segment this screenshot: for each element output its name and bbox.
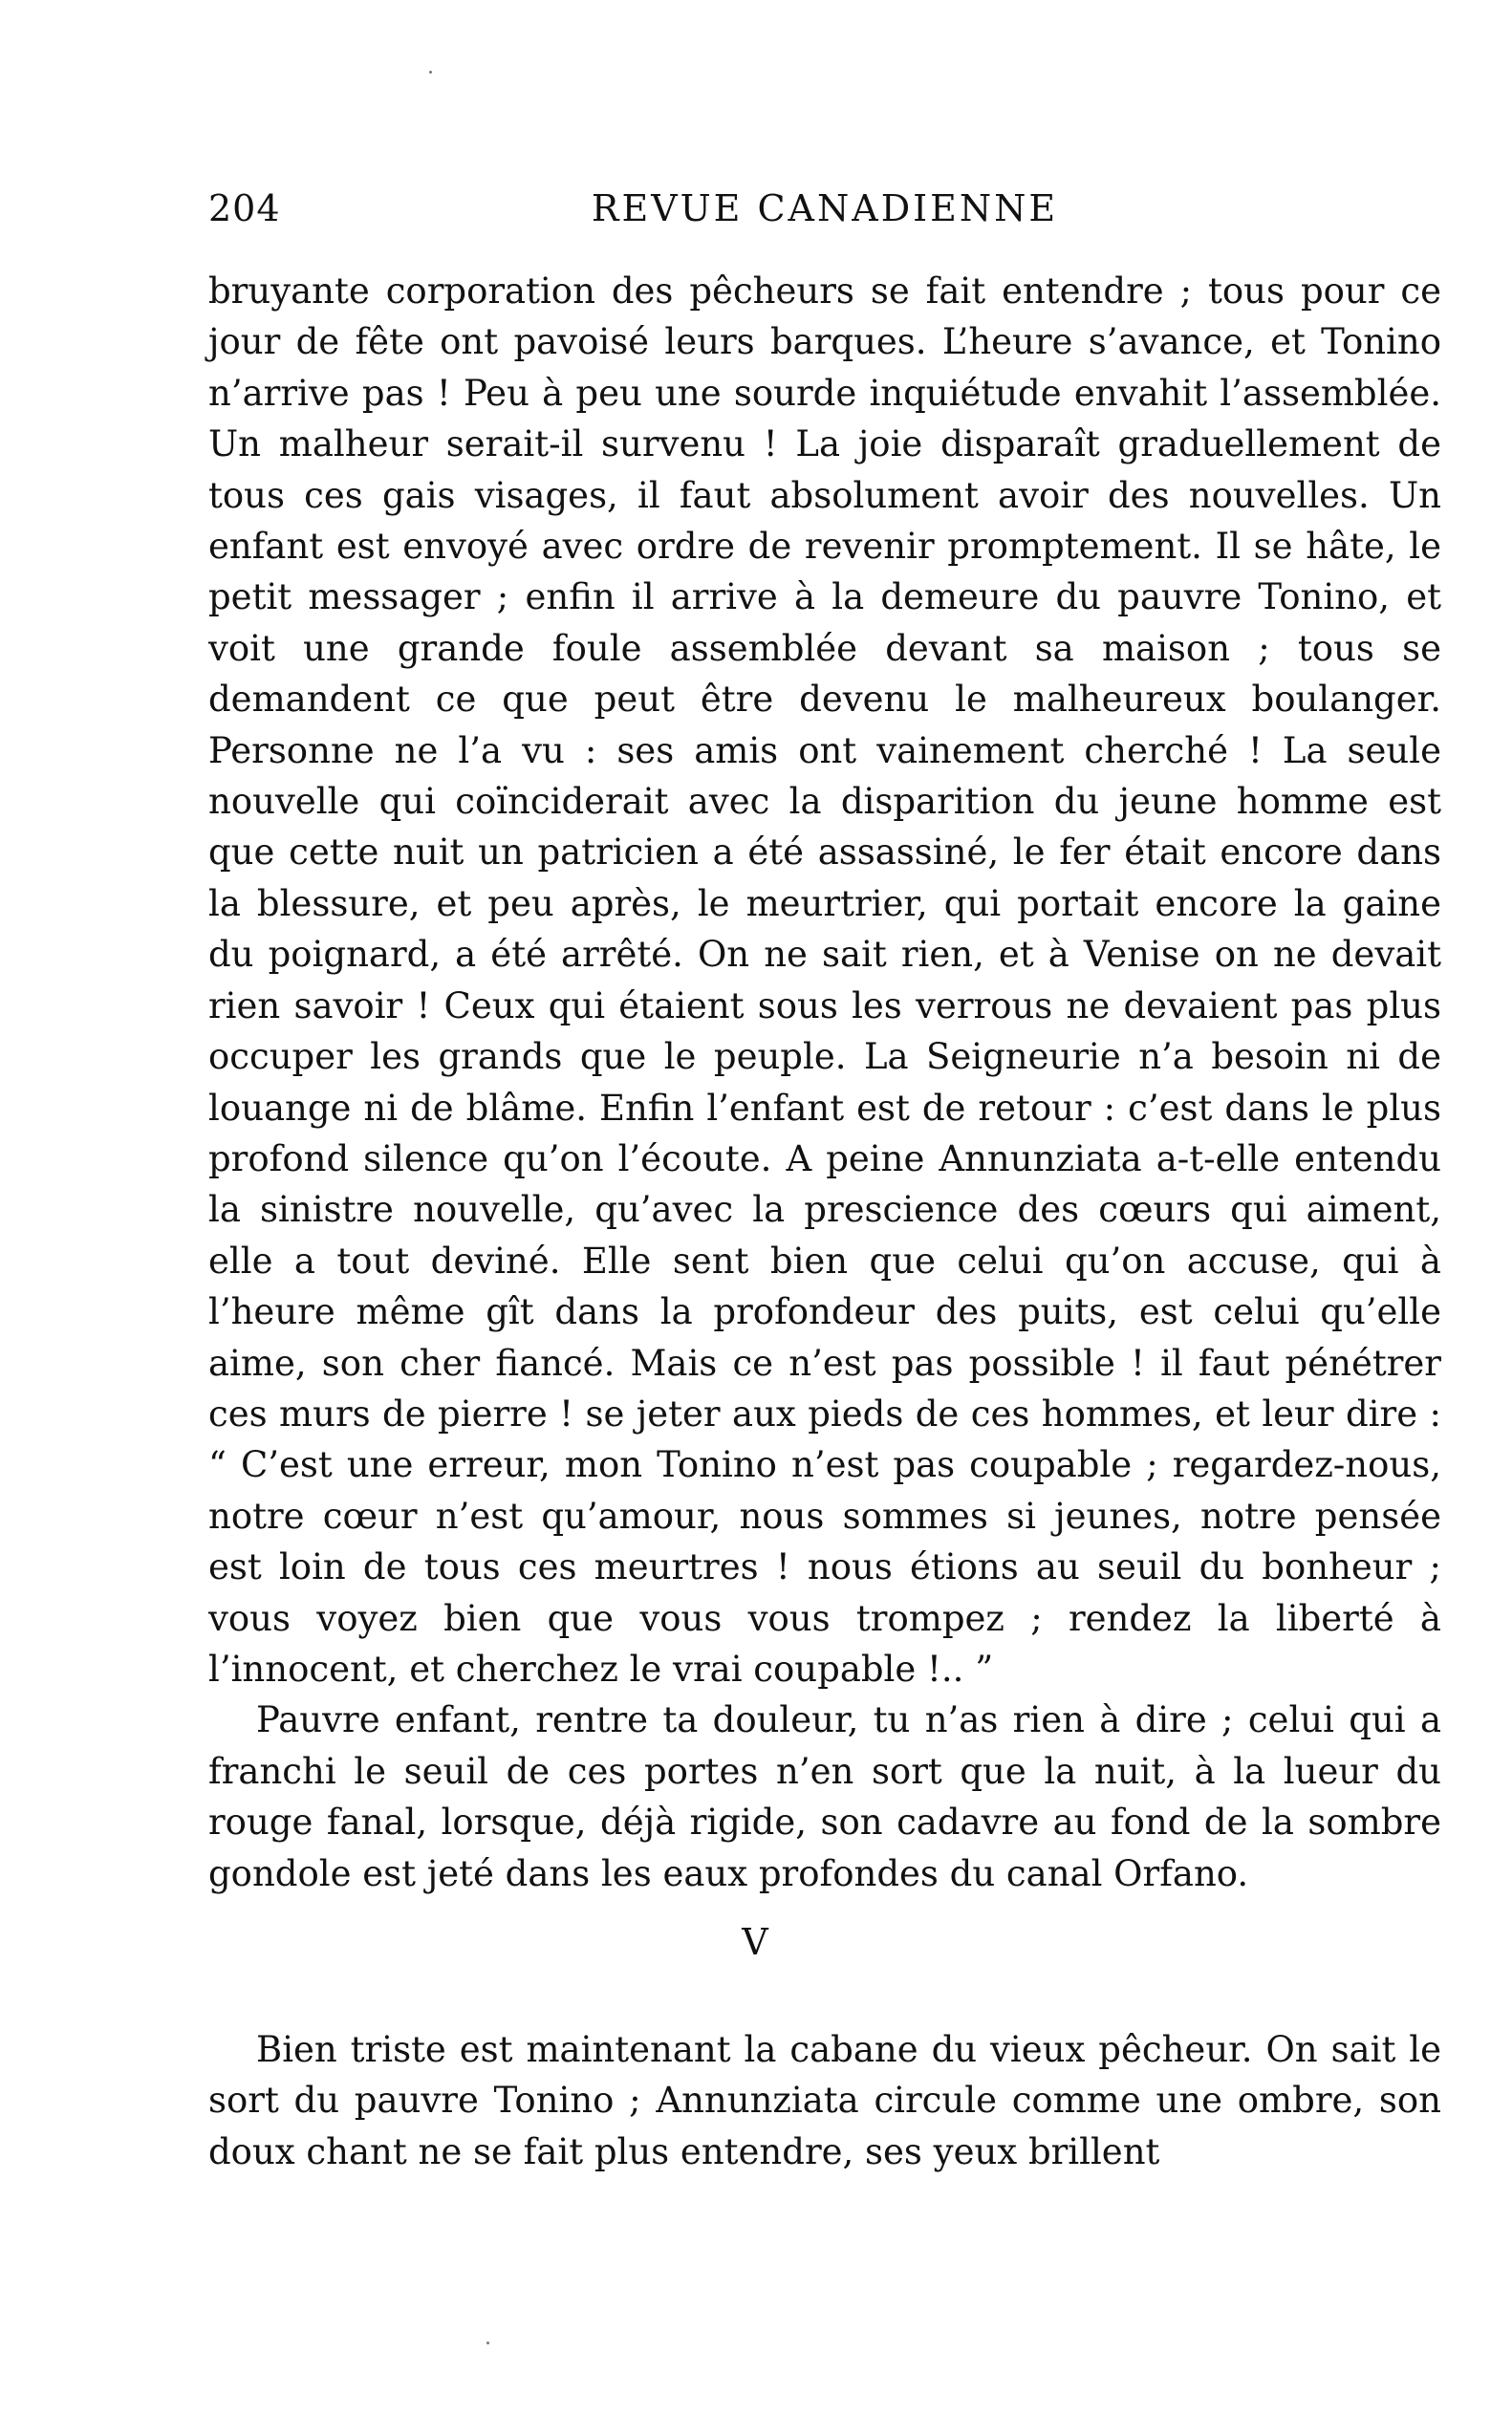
page-header xyxy=(208,187,1441,235)
print-speck xyxy=(486,2342,489,2344)
paragraph: Bien triste est maintenant la cabane du vieux pêcheur. On sait le sort du pauvre Tonino ; Annunziata circule comme une ombre, son doux chant ne se fait plus entendre, ses yeux brillent xyxy=(208,2029,1441,2172)
running-title: REVUE CANADIENNE xyxy=(591,187,1059,229)
paragraph: Pauvre enfant, rentre ta douleur, tu n’as rien à dire ; celui qui a franchi le seuil de ces portes n’en sort que la nuit, à la lueur du rouge fanal, lorsque, déjà rigide, son cadavre au fond de la sombre gondole est jeté dans les eaux profondes du canal Orfano. xyxy=(208,1699,1441,1894)
paragraph: bruyante corporation des pêcheurs se fait entendre ; tous pour ce jour de fête ont pavoisé leurs barques. L’heure s’avance, et Tonino n’arrive pas ! Peu à peu une sourde inquiétude envahit l’assemblée. Un malheur serait-il survenu ! La joie disparaît graduellement de tous ces gais visages, il faut absolument avoir des nouvelles. Un enfant est envoyé avec ordre de revenir promptement. Il se hâte, le petit messager ; enfin il arrive à la demeure du pauvre Tonino, et voit une grande foule assemblée devant sa maison ; tous se demandent ce que peut être devenu le malheureux boulanger. Personne ne l’a vu : ses amis ont vainement cherché ! La seule nouvelle qui coïnciderait avec la disparition du jeune homme est que cette nuit un patricien a été assassiné, le fer était encore dans la blessure, et peu après, le meurtrier, qui portait encore la gaine du poignard, a été arrêté. On ne sait rien, et à Venise on ne devait rien savoir ! Ceux qui étaient sous les verrous ne devaient pas plus occuper les grands que le peuple. La Seigneurie n’a besoin ni de louange ni de blâme. Enfin l’enfant est de retour : c’est dans le plus profond silence qu’on l’écoute. A peine Annunziata a-t-elle entendu la sinistre nouvelle, qu’avec la prescience des cœurs qui aiment, elle a tout deviné. Elle sent bien que celui qu’on accuse, qui à l’heure même gît dans la profondeur des puits, est celui qu’elle aime, son cher fiancé. Mais ce n’est pas possible ! il faut pénétrer ces murs de pierre ! se jeter aux pieds de ces hommes, et leur dire : “ C’est une erreur, mon Tonino n’est pas coupable ; regardez-nous, notre cœur n’est qu’amour, nous sommes si jeunes, notre pensée est loin de tous ces meurtres ! nous étions au seuil du bonheur ; vous voyez bien que vous vous trompez ; rendez la liberté à l’innocent, et cherchez le vrai coupable !.. ” xyxy=(208,270,1441,1690)
section-heading: V xyxy=(742,1921,770,1963)
section-text xyxy=(208,2024,1441,2177)
print-speck xyxy=(429,71,432,74)
page-number: 204 xyxy=(208,187,281,229)
main-text xyxy=(208,266,1441,1899)
